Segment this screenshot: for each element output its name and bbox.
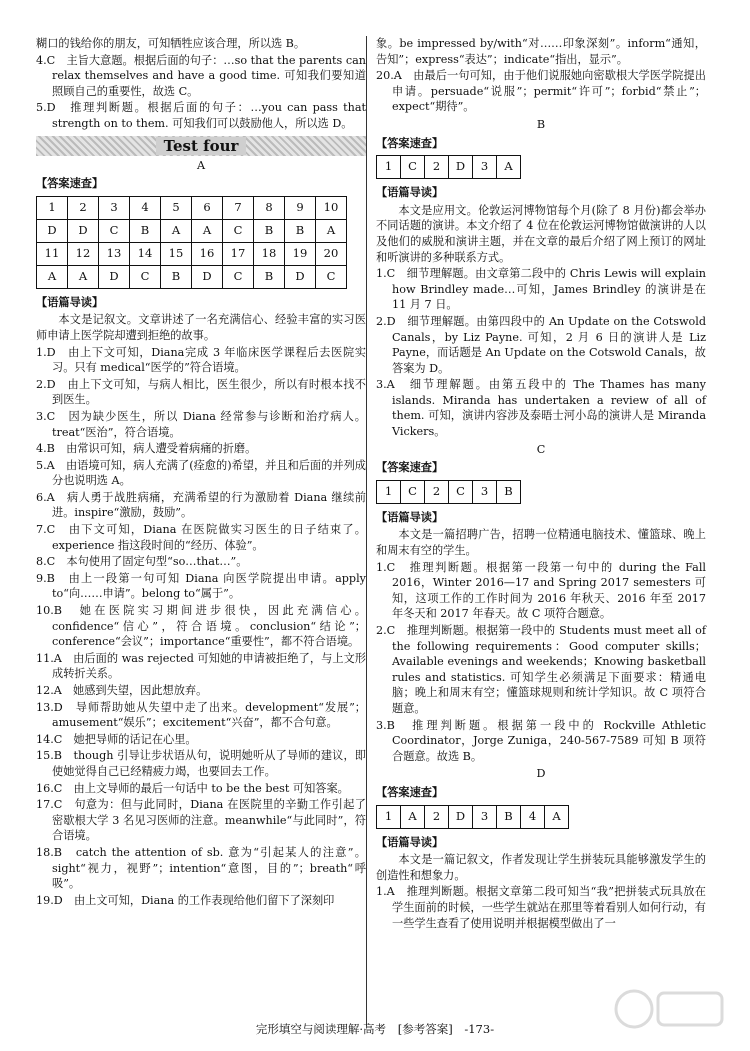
guide-label: 【 语篇导读 】 [36,295,366,311]
explanation-item: 14.C 她把导师的话记在心里。 [36,732,197,746]
column-divider [366,36,367,1026]
guide-text: 本文是记叙文。文章讲述了一名充满信心、经验丰富的实习医师申请上医学院却遭到拒绝的故事。 [36,313,366,342]
explanation-item: 11.A 由后面的 was rejected 可知她的申请被拒绝了，与上文形成转折关系。 [36,651,366,681]
answer-cell: D [192,265,223,288]
answer-cell: C [449,480,473,503]
explanation-item: 15.B though 引导让步状语从句，说明她听从了导师的建议，即使她觉得自己已经精疲力竭，也要回去工作。 [36,749,366,778]
answer-cell: 18 [254,242,285,265]
answer-cell: 12 [68,242,99,265]
explanation-list-c [376,560,706,765]
guide-text: 本文是一篇招聘广告，招聘一位精通电脑技术、懂篮球、晚上和周末有空的学生。 [376,528,706,558]
explanation-item: 12.A 她感到失望，因此想放弃。 [36,684,208,697]
intro-item: 4.C 主旨大意题。根据后面的句子：…so that the parents can relax themselves and have a good time. 可知我们要知道照顾自己的重要性，故选 C。 [36,53,366,98]
watermark-logo-icon [612,979,732,1039]
explanation-item: 2.C 推理判断题。根据第一段中的 Students must meet all of the following requirements：Good computer skills；Available evenings and weekends；Knowing basketball rules and statistics. 可知学生必须满足下面要求：精通电脑；晚上和周末有空；懂篮球规则和统计学知识。故 C 项符合题意。 [376,624,706,715]
answer-row-b [376,155,521,179]
answer-row-d [376,805,569,829]
explanation-item: 18.B catch the attention of sb. 意为“引起某人的注意”。sight“视力，视野”；intention“意图，目的”；breath“呼吸”。 [36,845,366,891]
answer-cell: 10 [316,196,347,219]
section-letter-c: C [536,442,546,456]
answer-label: 【 答案速查 】 [376,460,706,476]
explanation-item: 19.D 由上文可知，Diana 的工作表现给他们留下了深刻印 [36,893,335,907]
guide-label: 【 语篇导读 】 [376,835,706,851]
answer-cell: 15 [161,242,192,265]
answer-cell: B [161,265,192,288]
explanation-item: 10.B 她在医院实习期间进步很快，因此充满信心。confidence“信心”，符合语境。conclusion“结论”；conference“会议”；importance“重要性”，都不符合语境。 [36,604,366,649]
answer-cell: C [316,265,347,288]
answer-grid-row [37,265,347,288]
guide-label: 【 语篇导读 】 [376,185,706,201]
answer-cell: 8 [254,196,285,219]
answer-cell: 4 [521,805,545,828]
answer-cell: 1 [37,196,68,219]
answer-cell: C [401,156,425,179]
answer-cell: B [254,219,285,242]
answer-cell: C [99,219,130,242]
answer-cell: 3 [473,805,497,828]
answer-cell: 3 [473,480,497,503]
answer-cell: B [497,805,521,828]
answer-grid-row [37,242,347,265]
guide-label: 【 语篇导读 】 [376,510,706,526]
answer-grid-row [37,219,347,242]
explanation-item: 17.C 句意为：但与此同时，Diana 在医院里的辛勤工作引起了密歇根大学 3 名见习医师的注意。meanwhile“与此同时”，符合语境。 [36,798,366,843]
answer-cell: 13 [99,242,130,265]
answer-cell: D [68,219,99,242]
answer-cell: 3 [473,156,497,179]
answer-cell: 11 [37,242,68,265]
explanation-item: 6.A 病人勇于战胜病痛，充满希望的行为激励着 Diana 继续前进。inspire“激励，鼓励”。 [36,490,366,520]
answer-cell: 3 [99,196,130,219]
explanation-item: 7.C 由下文可知，Diana 在医院做实习医生的日子结束了。experience 指这段时间的“经历、体验”。 [36,523,366,552]
book-title: 完形填空与阅读理解·高考 [255,1022,387,1036]
explanation-item: 象。be impressed by/with“对……印象深刻”。inform“通知，告知”；express“表达”；indicate“指出，显示”。 [376,37,706,66]
answer-cell: 14 [130,242,161,265]
answer-label: 【 答案速查 】 [376,136,706,152]
answer-cell: D [99,265,130,288]
answer-cell: D [37,219,68,242]
answer-cell: A [497,156,521,179]
explanation-item: 9.B 由上一段第一句可知 Diana 向医学院提出申请。apply to“向……申请”。belong to“属于”。 [36,571,366,601]
answer-cell: 19 [285,242,316,265]
section-letter: A [196,158,206,172]
explanation-item: 16.C 由上文导师的最后一句话中 to be the best 可知答案。 [36,781,349,795]
explanation-item: 13.D 导师帮助她从失望中走了出来。development“发展”；amusement“娱乐”；excitement“兴奋”，都不合句意。 [36,700,366,730]
right-column [376,36,706,932]
answer-cell: 6 [192,196,223,219]
test-title-banner [36,136,366,156]
explanation-item: 1.D 由上下文可知，Diana完成 3 年临床医学课程后去医院实习。只有 medical“医学的”符合语境。 [36,345,366,375]
answer-cell: 1 [377,480,401,503]
answer-grid-row [37,196,347,219]
answer-cell: A [37,265,68,288]
explanation-item: 20.A 由最后一句可知，由于他们说服她向密歇根大学医学院提出申请。persuade“说服”；permit“许可”；forbid“禁止”；expect“期待”。 [376,69,706,114]
answer-cell: 2 [425,156,449,179]
explanation-item: 3.C 因为缺少医生，所以 Diana 经常参与诊断和治疗病人。treat“医治”，符合语境。 [36,409,366,439]
answer-cell: D [449,156,473,179]
page-number: -173- [464,1022,495,1036]
answer-row-c [376,480,521,504]
footer-section: [参考答案] [397,1022,453,1036]
explanation-item: 2.D 由上下文可知，与病人相比，医生很少，所以有时根本找不到医生。 [36,377,366,407]
explanation-item: 1.A 推理判断题。根据文章第二段可知当“我”把拼装式玩具放在学生面前的时候，一些学生就站在那里等着看别人如何行动，有一些学生查看了使用说明并根据模型做出了一 [376,885,706,930]
answer-cell: A [401,805,425,828]
answer-cell: 7 [223,196,254,219]
answer-cell: C [223,219,254,242]
answer-cell: 1 [377,156,401,179]
answer-cell: C [130,265,161,288]
answer-cell: 2 [425,480,449,503]
answer-label: 【 答案速查 】 [376,785,706,801]
answer-cell: 2 [68,196,99,219]
answer-cell: A [192,219,223,242]
answer-cell: B [254,265,285,288]
explanation-item: 8.C 本句使用了固定句型“so…that…”。 [36,555,248,569]
answer-cell: B [497,480,521,503]
explanation-list-d [376,884,706,931]
answer-cell: 17 [223,242,254,265]
intro-item: 糊口的钱给你的朋友，可知牺牲应该合理，所以选 B。 [36,37,306,50]
guide-text: 本文是应用文。伦敦运河博物馆每个月(除了 8 月份)都会举办不同话题的演讲。本文介绍了 4 位在伦敦运河博物馆做演讲的人以及他们的威脱和演讲主题，并在文章的最后介绍了网上预订的网址和听演讲的多种联系方式。 [376,203,706,264]
answer-label: 【 答案速查 】 [36,176,366,192]
explanation-item: 1.C 推理判断题。根据第一段第一句中的 during the Fall 2016，Winter 2016—17 and Spring 2017 semesters 可知，这项工作的工作时间为 2016 年秋天、2016 年至 2017 年冬天和 2017 年春天。故 C 项符合题意。 [376,560,706,621]
answer-cell: D [449,805,473,828]
section-letter-b: B [536,117,546,131]
explanation-item: 3.A 细节理解题。由第五段中的 The Thames has many islands. Miranda has undertaken a review of all of them. 可知，演讲内容涉及泰晤士河小岛的演讲人是 Miranda Vickers。 [376,378,706,439]
explanation-item: 2.D 细节理解题。由第四段中的 An Update on the Cotswold Canals，by Liz Payne. 可知，2 月 6 日的演讲人是 Liz Payne，而话题是 An Update on the Cotswold Canals，故答案为 D。 [376,314,706,375]
answer-cell: C [223,265,254,288]
explanation-item: 3.B 推理判断题。根据第一段中的 Rockville Athletic Coordinator，Jorge Zuniga，240-567-7589 可知 B 项符合题意。故选 B。 [376,718,706,763]
answer-grid [36,196,347,289]
answer-cell: 2 [425,805,449,828]
answer-cell: A [161,219,192,242]
section-letter-d: D [536,767,546,781]
guide-text: 本文是一篇记叙文，作者发现让学生拼装玩具能够激发学生的创造性和想象力。 [376,853,706,882]
answer-cell: 20 [316,242,347,265]
answer-cell: C [401,480,425,503]
answer-cell: 9 [285,196,316,219]
answer-cell: A [316,219,347,242]
explanation-item: 5.A 由语境可知，病人充满了(痊愈的)希望，并且和后面的并列成分也说明选 A。 [36,458,366,488]
answer-cell: D [285,265,316,288]
answer-cell: A [545,805,569,828]
explanation-item: 4.B 由常识可知，病人遭受着病痛的折磨。 [36,442,257,456]
explanation-list [36,345,366,909]
answer-cell: B [285,219,316,242]
answer-cell: 5 [161,196,192,219]
answer-cell: 4 [130,196,161,219]
answer-cell: 16 [192,242,223,265]
answer-cell: B [130,219,161,242]
explanation-item: 1.C 细节理解题。由文章第二段中的 Chris Lewis will explain how Brindley made…可知，James Brindley 的演讲是在 11 月 7 日。 [376,267,706,312]
answer-cell: 1 [377,805,401,828]
test-title: Test four [156,137,247,155]
answer-cell: A [68,265,99,288]
intro-item: 5.D 推理判断题。根据后面的句子：…you can pass that strength on to them. 可知我们可以鼓励他人，所以选 D。 [36,101,366,130]
left-column [36,36,366,909]
explanation-list-b [376,266,706,440]
